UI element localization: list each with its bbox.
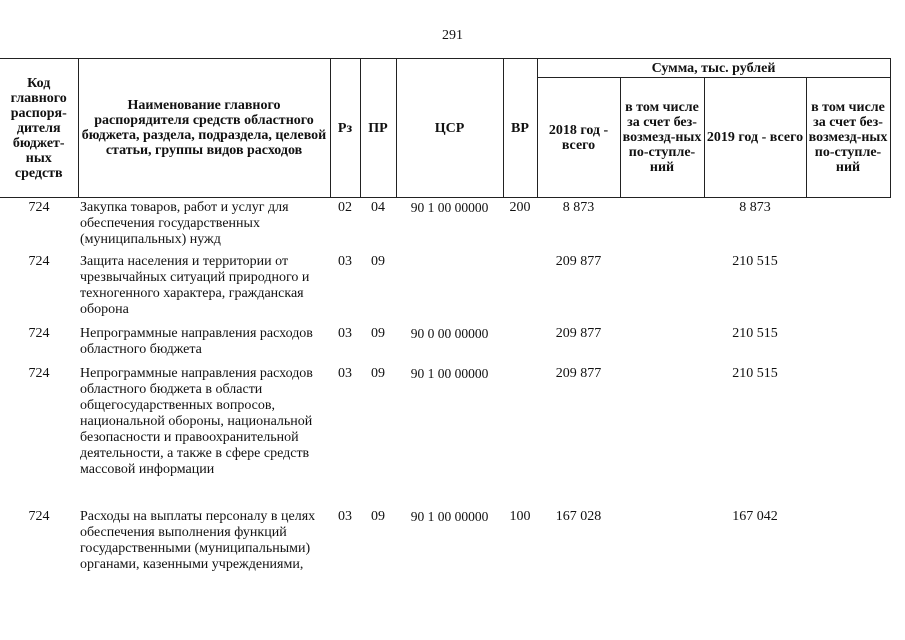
header-2018-free: в том числе за счет без-возмезд-ных по-ступле-ний — [620, 78, 704, 198]
cell-2019-total: 210 515 — [732, 366, 778, 381]
cell-code: 724 — [28, 254, 50, 269]
cell-csr: 90 0 00 00000 — [410, 326, 489, 341]
cell-2018-total: 209 877 — [555, 326, 602, 341]
header-name: Наименование главного распорядителя средств областного бюджета, раздела, подраздела, целевой статьи, группы видов расходов — [78, 59, 330, 198]
cell-code: 724 — [28, 200, 50, 215]
header-2019-free: в том числе за счет без-возмезд-ных по-ступле-ний — [806, 78, 890, 198]
table-row — [0, 198, 890, 253]
cell-2019-total: 167 042 — [732, 509, 778, 524]
page-number: 291 — [442, 28, 463, 43]
table-row — [0, 324, 890, 364]
budget-table — [0, 58, 891, 597]
header-vr: ВР — [503, 59, 537, 198]
cell-2019-free — [806, 324, 890, 364]
cell-rz: 03 — [338, 254, 352, 269]
cell-2018-free — [620, 198, 704, 253]
cell-2019-free — [806, 364, 890, 507]
cell-vr — [503, 324, 537, 364]
cell-2019-total: 8 873 — [739, 200, 771, 215]
cell-2018-free — [620, 324, 704, 364]
cell-2019-total: 210 515 — [732, 254, 778, 269]
header-pr: ПР — [360, 59, 396, 198]
cell-code: 724 — [28, 509, 50, 524]
cell-csr — [396, 252, 503, 324]
cell-name: Непрограммные направления расходов областного бюджета в области общегосударственных вопросов, национальной обороны, национальной безопасности и правоохранительной деятельности, а также в сфере средств массовой информации — [80, 366, 313, 477]
cell-code: 724 — [28, 326, 50, 341]
cell-2018-total: 8 873 — [562, 200, 595, 215]
header-csr: ЦСР — [396, 59, 503, 198]
cell-2019-free — [806, 252, 890, 324]
cell-2018-free — [620, 507, 704, 597]
cell-pr: 09 — [371, 509, 385, 524]
cell-pr: 09 — [371, 366, 385, 381]
cell-2018-free — [620, 364, 704, 507]
cell-2019-free — [806, 507, 890, 597]
cell-2019-free — [806, 198, 890, 253]
header-rz: Рз — [330, 59, 360, 198]
header-2019-total: 2019 год - всего — [704, 78, 806, 198]
cell-2018-total: 167 028 — [555, 509, 602, 524]
cell-2019-total: 210 515 — [732, 326, 778, 341]
cell-vr — [503, 364, 537, 507]
cell-csr: 90 1 00 00000 — [410, 509, 489, 524]
cell-rz: 02 — [338, 200, 352, 215]
cell-code: 724 — [28, 366, 50, 381]
cell-2018-total: 209 877 — [555, 366, 602, 381]
cell-name: Закупка товаров, работ и услуг для обеспечения государственных (муниципальных) нужд — [80, 200, 289, 247]
cell-2018-free — [620, 252, 704, 324]
header-sum-group: Сумма, тыс. рублей — [537, 59, 890, 78]
cell-name: Непрограммные направления расходов областного бюджета — [80, 326, 313, 357]
header-2018-total: 2018 год - всего — [537, 78, 620, 198]
cell-vr: 200 — [509, 200, 531, 215]
cell-csr: 90 1 00 00000 — [410, 200, 489, 215]
table-row — [0, 364, 890, 507]
cell-pr: 09 — [371, 326, 385, 341]
table-header — [0, 59, 890, 198]
cell-csr: 90 1 00 00000 — [410, 366, 489, 381]
cell-pr: 04 — [371, 200, 385, 215]
table-body — [0, 198, 890, 598]
cell-pr: 09 — [371, 254, 385, 269]
cell-rz: 03 — [338, 366, 352, 381]
cell-rz: 03 — [338, 509, 352, 524]
cell-vr: 100 — [509, 509, 531, 524]
table-row — [0, 507, 890, 597]
table-row — [0, 252, 890, 324]
cell-2018-total: 209 877 — [555, 254, 602, 269]
cell-vr — [503, 252, 537, 324]
cell-rz: 03 — [338, 326, 352, 341]
header-code: Код главного распоря-дителя бюджет-ных средств — [0, 59, 78, 198]
cell-name: Защита населения и территории от чрезвычайных ситуаций природного и техногенного характера, гражданская оборона — [80, 254, 310, 317]
cell-name: Расходы на выплаты персоналу в целях обеспечения выполнения функций государственными (муниципальными) органами, казенными учреждениями, — [80, 509, 316, 572]
